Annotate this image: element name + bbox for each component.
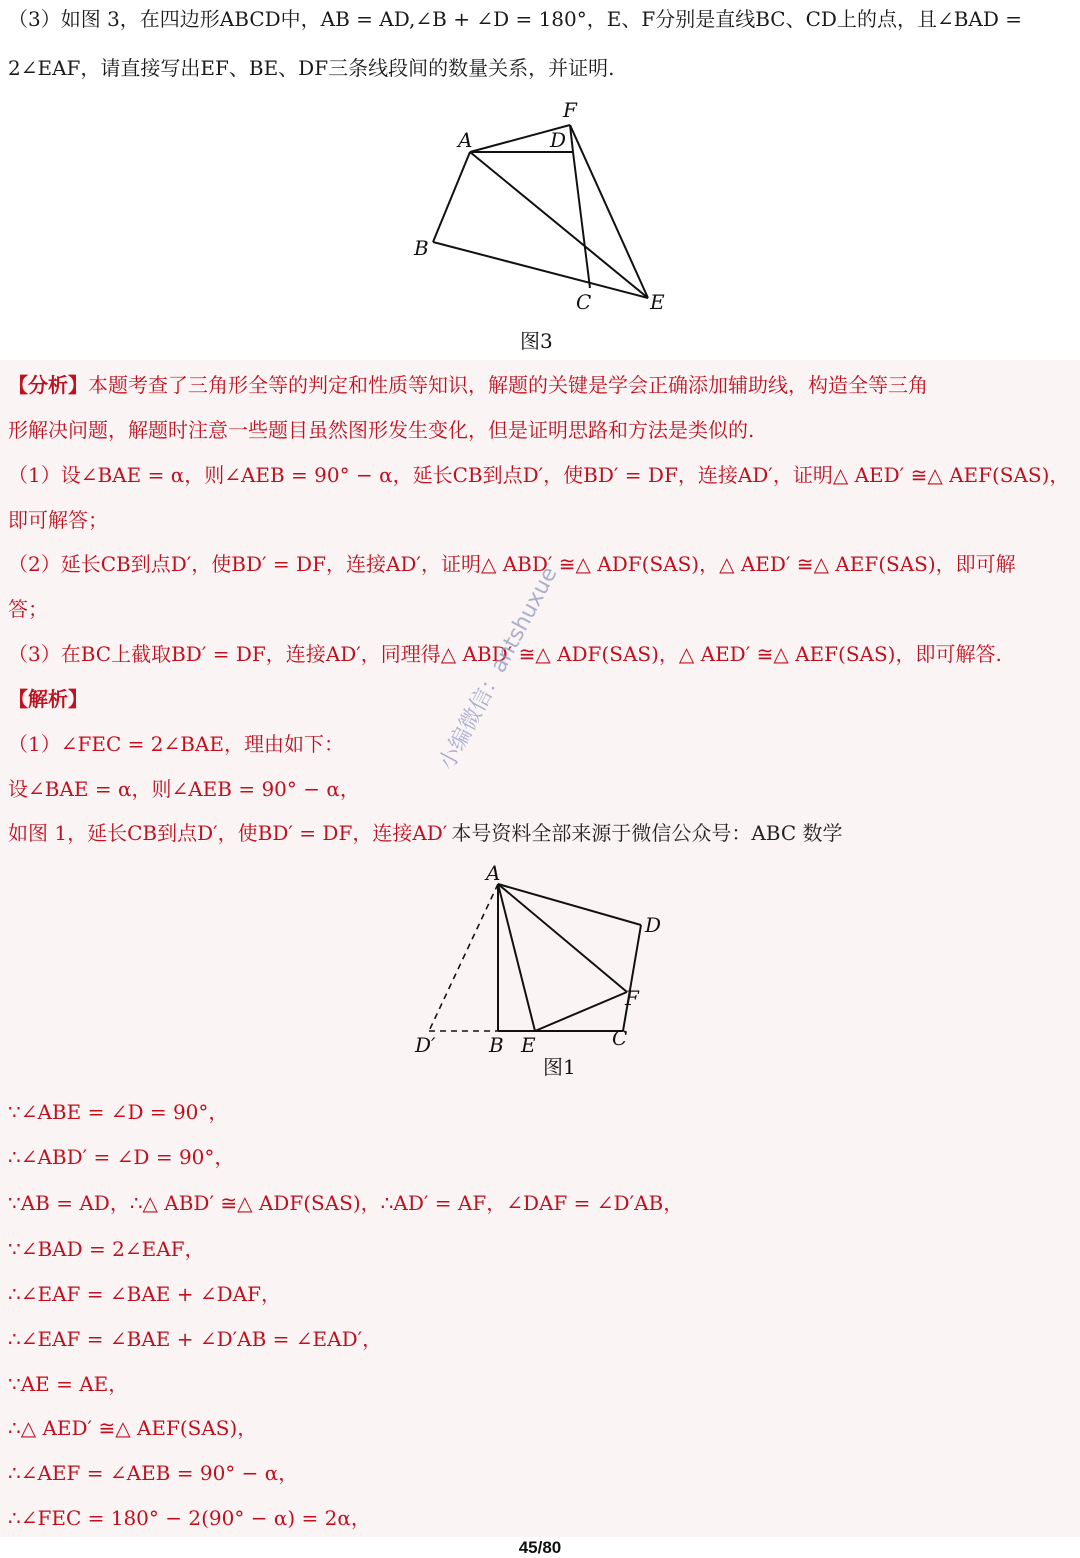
fig1-label-C: C — [612, 1026, 628, 1050]
solution-line-3: 如图 1，延长CB到点D′，使BD′ = DF，连接AD′ 本号资料全部来源于微信公众号：ABC 数学 — [8, 821, 843, 845]
solution-line-2: 设∠BAE = α，则∠AEB = 90° − α， — [8, 777, 360, 801]
fig3-label-D: D — [550, 128, 567, 152]
solution-header: 【解析】 — [8, 687, 88, 711]
step-9: ∴∠AEF = ∠AEB = 90° − α， — [8, 1461, 299, 1485]
watermark: 小编微信：antshuxue — [434, 562, 563, 775]
step-2: ∴∠ABD′ = ∠D = 90°， — [8, 1145, 235, 1169]
problem-line-2: 2∠EAF，请直接写出EF、BE、DF三条线段间的数量关系，并证明. — [8, 56, 615, 80]
page-number: 45/80 — [518, 1538, 562, 1557]
fig3-label-F: F — [563, 98, 577, 122]
step-7: ∵AE = AE， — [8, 1372, 129, 1396]
step-4: ∵∠BAD = 2∠EAF， — [8, 1237, 205, 1261]
analysis-line-2: 形解决问题，解题时注意一些题目虽然图形发生变化，但是证明思路和方法是类似的. — [8, 418, 755, 442]
ad-text: 本号资料全部来源于微信公众号：ABC 数学 — [451, 821, 843, 845]
segment-ADp-dashed — [429, 884, 498, 1031]
step-8: ∴△ AED′ ≅△ AEF(SAS)， — [8, 1416, 258, 1440]
figure-3 — [400, 95, 700, 355]
analysis-line-5: （2）延长CB到点D′，使BD′ = DF，连接AD′，证明△ ABD′ ≅△ ADF(SAS)，△ AED′ ≅△ AEF(SAS)，即可解 — [8, 552, 1016, 576]
analysis-line-6: 答； — [8, 597, 48, 621]
fig3-label-E: E — [650, 290, 665, 314]
fig3-caption: 图3 — [520, 329, 553, 353]
step-1: ∵∠ABE = ∠D = 90°， — [8, 1100, 229, 1124]
fig3-label-A: A — [458, 128, 473, 152]
segment-FE — [570, 125, 648, 298]
segment-AD — [498, 884, 641, 925]
figure-1 — [405, 862, 685, 1082]
analysis-line-3: （1）设∠BAE = α，则∠AEB = 90° − α，延长CB到点D′，使BD′ = DF，连接AD′，证明△ AED′ ≅△ AEF(SAS)， — [8, 463, 1070, 487]
step-6: ∴∠EAF = ∠BAE + ∠D′AB = ∠EAD′， — [8, 1327, 383, 1351]
fig1-label-D: D — [645, 913, 662, 937]
step-3: ∵AB = AD，∴△ ABD′ ≅△ ADF(SAS)，∴AD′ = AF，∠DAF = ∠D′AB， — [8, 1191, 684, 1215]
fig1-label-F: F — [625, 986, 639, 1010]
fig3-label-C: C — [576, 290, 592, 314]
analysis-line-7: （3）在BC上截取BD′ = DF，连接AD′，同理得△ ABD′ ≅△ ADF(SAS)，△ AED′ ≅△ AEF(SAS)，即可解答. — [8, 642, 1002, 666]
fig3-label-B: B — [414, 236, 429, 260]
fig1-label-B: B — [489, 1033, 504, 1057]
analysis-line-1: 【分析】本题考查了三角形全等的判定和性质等知识，解题的关键是学会正确添加辅助线，构造全等三角 — [8, 373, 928, 397]
fig1-label-Dp: D′ — [415, 1033, 436, 1057]
segment-BE — [433, 242, 648, 298]
segment-DC — [573, 152, 590, 288]
analysis-header: 【分析】 — [8, 373, 88, 397]
segment-AE — [498, 884, 535, 1031]
solution-line-1: （1）∠FEC = 2∠BAE，理由如下： — [8, 732, 344, 756]
fig1-caption: 图1 — [543, 1055, 576, 1079]
step-10: ∴∠FEC = 180° − 2(90° − α) = 2α， — [8, 1506, 371, 1530]
segment-AF — [498, 884, 627, 992]
fig1-label-A: A — [486, 862, 501, 885]
step-5: ∴∠EAF = ∠BAE + ∠DAF， — [8, 1282, 281, 1306]
segment-AB — [433, 152, 470, 242]
problem-line-1: （3）如图 3，在四边形ABCD中，AB = AD,∠B + ∠D = 180°，E、F分别是直线BC、CD上的点，且∠BAD = — [8, 7, 1022, 31]
analysis-line-4: 即可解答； — [8, 508, 108, 532]
fig1-label-E: E — [521, 1033, 536, 1057]
segment-AE — [470, 152, 648, 298]
segment-DC — [623, 925, 641, 1031]
